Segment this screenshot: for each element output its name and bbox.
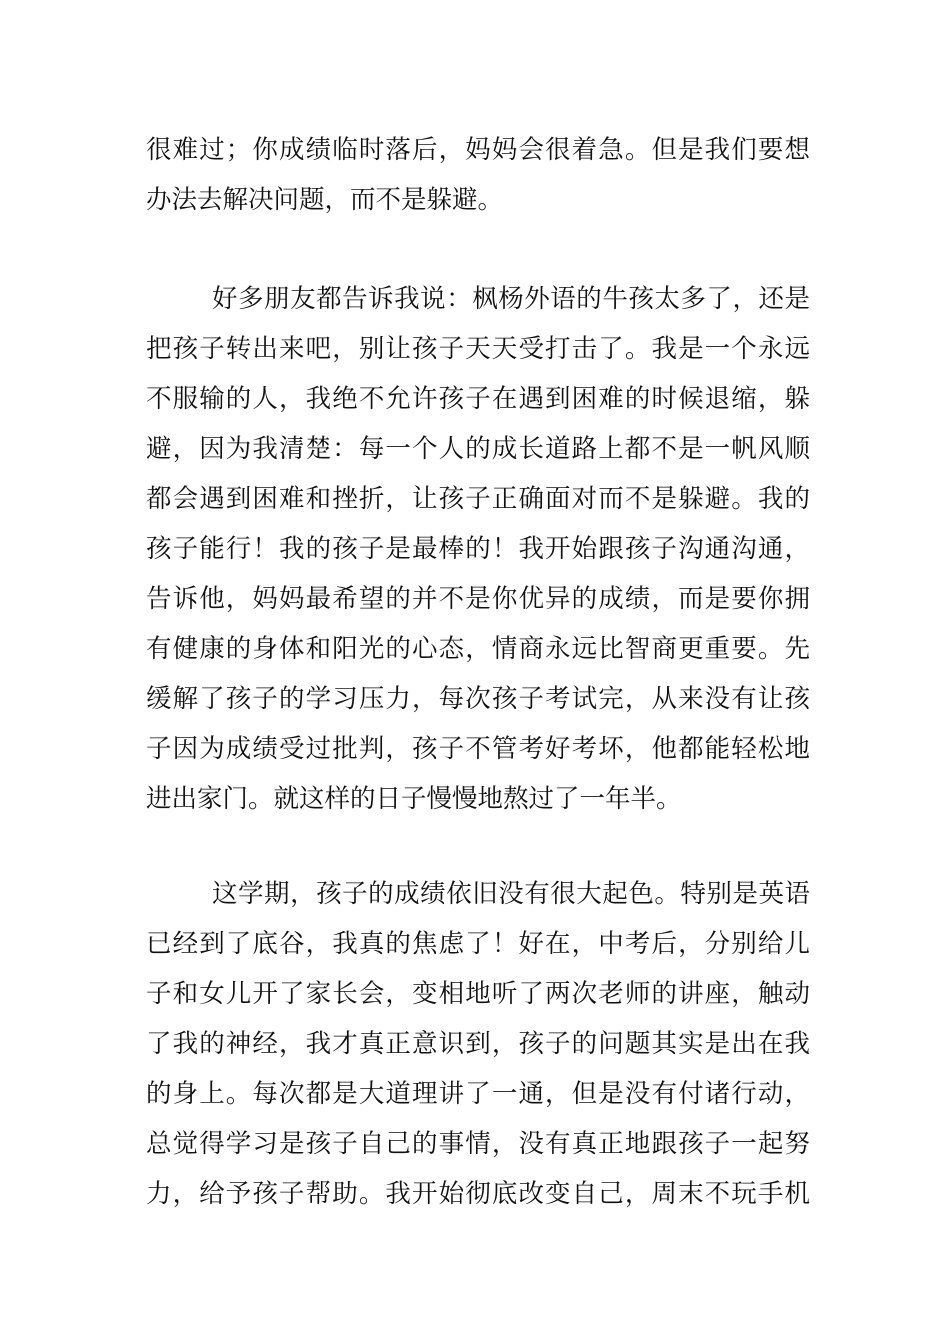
paragraph-line: 这学期，孩子的成绩依旧没有很大起色。特别是英语 (212, 879, 810, 909)
paragraph-3 (146, 869, 810, 1219)
paragraph-line: 子和女儿开了家长会，变相地听了两次老师的讲座，触动 (146, 979, 810, 1009)
paragraph-2 (146, 274, 810, 824)
paragraph-1 (146, 125, 810, 225)
paragraph-line: 把孩子转出来吧，别让孩子天天受打击了。我是一个永远 (146, 334, 810, 364)
paragraph-line: 不服输的人，我绝不允许孩子在遇到困难的时候退缩，躲 (146, 384, 810, 414)
paragraph-line: 总觉得学习是孩子自己的事情，没有真正地跟孩子一起努 (146, 1129, 810, 1159)
paragraph-line: 都会遇到困难和挫折，让孩子正确面对而不是躲避。我的 (146, 484, 810, 514)
paragraph-line: 有健康的身体和阳光的心态，情商永远比智商更重要。先 (146, 634, 810, 664)
paragraph-line: 子因为成绩受过批判，孩子不管考好考坏，他都能轻松地 (146, 734, 810, 764)
paragraph-line: 力，给予孩子帮助。我开始彻底改变自己，周末不玩手机 (146, 1179, 810, 1209)
paragraph-line: 已经到了底谷，我真的焦虑了！好在，中考后，分别给儿 (146, 929, 810, 959)
paragraph-line: 了我的神经，我才真正意识到，孩子的问题其实是出在我 (146, 1029, 810, 1059)
paragraph-line: 避，因为我清楚：每一个人的成长道路上都不是一帆风顺 (146, 434, 810, 464)
paragraph-line: 的身上。每次都是大道理讲了一通，但是没有付诸行动， (146, 1079, 810, 1109)
paragraph-line: 缓解了孩子的学习压力，每次孩子考试完，从来没有让孩 (146, 684, 810, 714)
paragraph-line: 进出家门。就这样的日子慢慢地熬过了一年半。 (146, 784, 682, 814)
paragraph-line: 办法去解决问题，而不是躲避。 (146, 185, 504, 215)
paragraph-line: 孩子能行！我的孩子是最棒的！我开始跟孩子沟通沟通， (146, 534, 810, 564)
paragraph-line: 好多朋友都告诉我说：枫杨外语的牛孩太多了，还是 (212, 284, 810, 314)
paragraph-line: 告诉他，妈妈最希望的并不是你优异的成绩，而是要你拥 (146, 584, 810, 614)
paragraph-line: 很难过；你成绩临时落后，妈妈会很着急。但是我们要想 (146, 135, 810, 165)
